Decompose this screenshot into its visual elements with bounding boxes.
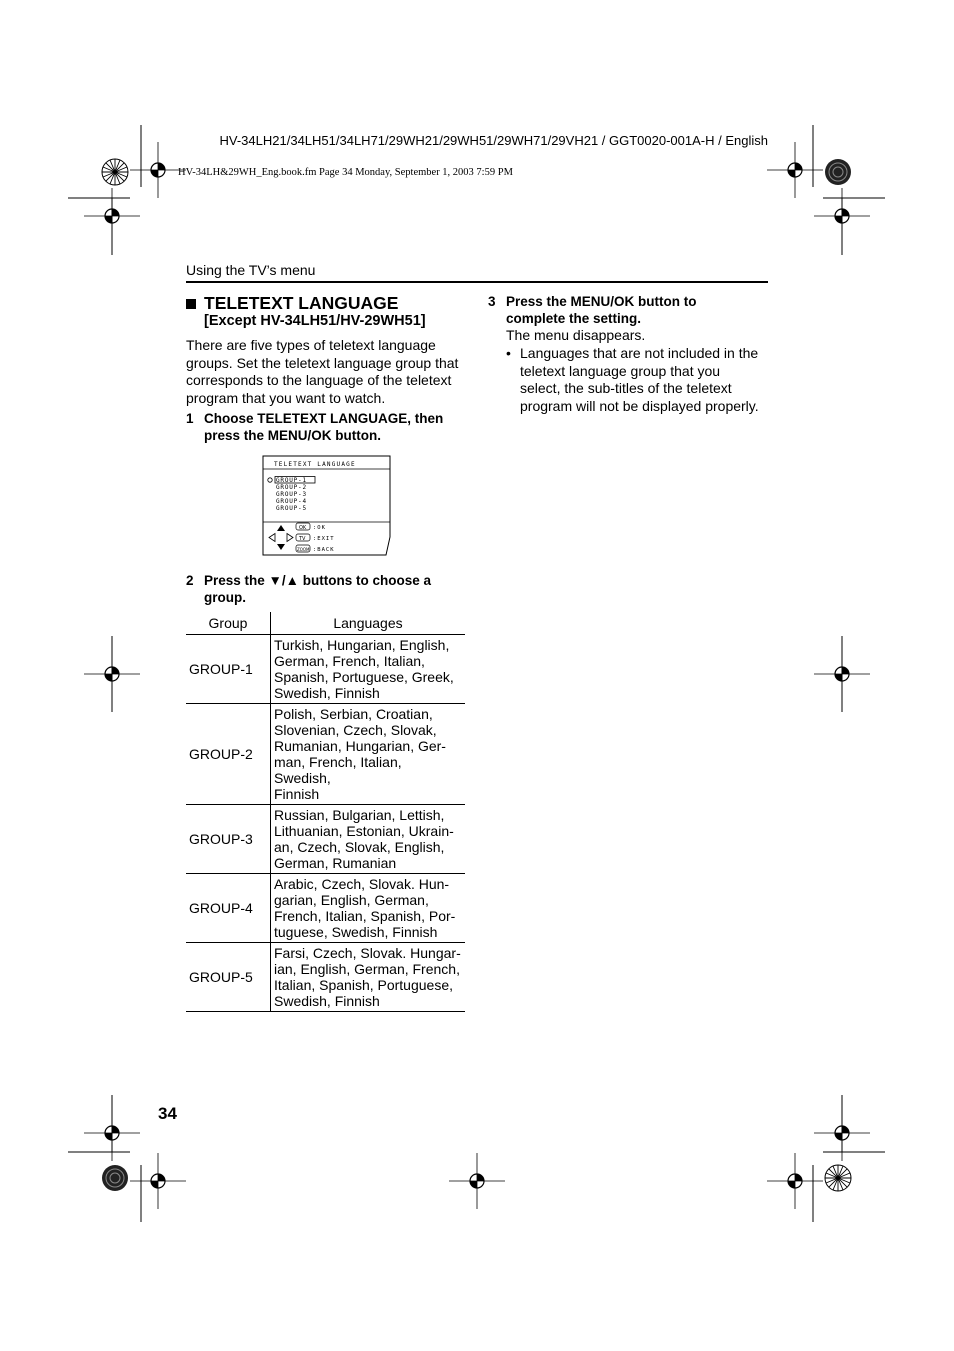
group-cell: GROUP-3: [186, 805, 271, 874]
group-cell: GROUP-4: [186, 874, 271, 943]
key-label: :BACK: [313, 547, 335, 553]
menu-item: GROUP-4: [276, 498, 307, 505]
menu-item: GROUP-1: [276, 477, 307, 484]
languages-line: man, French, Italian, Swedish,: [274, 754, 402, 786]
key-zoom: ZOOM: [297, 547, 310, 552]
languages-line: Italian, Spanish, Portuguese,: [274, 977, 454, 993]
languages-cell: [271, 704, 466, 805]
languages-line: Spanish, Portuguese, Greek,: [274, 669, 454, 685]
languages-line: an, Czech, Slovak, English,: [274, 839, 445, 855]
step-text-line: press the MENU/OK button.: [204, 427, 382, 443]
step-3: [488, 294, 773, 330]
table-header-group: Group: [186, 612, 271, 635]
menu-item: GROUP-5: [276, 505, 307, 512]
step-text: [204, 573, 431, 606]
languages-line: German, Rumanian: [274, 855, 397, 871]
table-row: [186, 874, 465, 943]
step-2: [186, 573, 471, 609]
group-cell: GROUP-5: [186, 943, 271, 1012]
step-text: [506, 294, 697, 327]
languages-line: garian, English, German,: [274, 892, 429, 908]
menu-item: GROUP-3: [276, 491, 307, 498]
languages-line: Farsi, Czech, Slovak. Hungar-: [274, 945, 461, 961]
group-cell: GROUP-2: [186, 704, 271, 805]
step-text-line: complete the setting.: [506, 310, 642, 326]
step-text-line: Press the MENU/OK button to: [506, 294, 697, 309]
step-1: [186, 411, 471, 447]
section-subtitle: [Except HV-34LH51/HV-29WH51]: [204, 313, 426, 329]
step-text: [204, 411, 443, 444]
step-3-result: The menu disappears.: [506, 327, 646, 343]
menu-title: TELETEXT LANGUAGE: [274, 461, 356, 468]
table-row: [186, 805, 465, 874]
bullet-icon: •: [506, 345, 511, 361]
key-label: :EXIT: [313, 536, 335, 542]
step-text-line: Press the ▼/▲ buttons to choose a: [204, 573, 432, 588]
languages-line: Lithuanian, Estonian, Ukrain-: [274, 823, 454, 839]
languages-line: Swedish, Finnish: [274, 685, 380, 701]
languages-cell: [271, 635, 466, 704]
group-cell: GROUP-1: [186, 635, 271, 704]
book-file-line: HV-34LH&29WH_Eng.book.fm Page 34 Monday, September 1, 2003 7:59 PM: [178, 167, 513, 178]
intro-paragraph: There are five types of teletext language groups. Set the teletext language group that corresponds to the language of the teletext program that you want to watch.: [186, 337, 459, 406]
table-row: [186, 943, 465, 1012]
language-group-table: [186, 612, 465, 1012]
page-number: 34: [158, 1104, 177, 1123]
languages-cell: [271, 805, 466, 874]
languages-line: ian, English, German, French,: [274, 961, 460, 977]
languages-cell: [271, 943, 466, 1012]
step-text-line: Choose TELETEXT LANGUAGE, then: [204, 411, 444, 426]
menu-item: GROUP-2: [276, 484, 307, 491]
languages-line: Russian, Bulgarian, Lettish,: [274, 807, 445, 823]
languages-line: Finnish: [274, 786, 320, 802]
table-header-languages: Languages: [333, 615, 403, 631]
languages-line: tuguese, Swedish, Finnish: [274, 924, 438, 940]
note-text: [520, 345, 776, 415]
languages-line: Turkish, Hungarian, English,: [274, 637, 450, 653]
languages-cell: [271, 874, 466, 943]
key-ok: OK: [299, 525, 307, 531]
note-line: Languages that are not included in the: [520, 345, 759, 361]
languages-line: Polish, Serbian, Croatian,: [274, 706, 433, 722]
table-row: [186, 635, 465, 704]
section-title-text: TELETEXT LANGUAGE: [204, 293, 399, 313]
languages-line: Arabic, Czech, Slovak. Hun-: [274, 876, 450, 892]
step-text-line: group.: [204, 589, 246, 605]
square-bullet-icon: [186, 299, 196, 309]
languages-line: Rumanian, Hungarian, Ger-: [274, 738, 446, 754]
model-number-line: HV-34LH21/34LH51/34LH71/29WH21/29WH51/29WH71/29VH21 / GGT0020-001A-H / English: [219, 133, 768, 148]
note-line: select, the sub-titles of the teletext: [520, 380, 732, 397]
teletext-menu-illustration: [262, 455, 392, 556]
table-row: [186, 704, 465, 805]
languages-line: French, Italian, Spanish, Por-: [274, 908, 456, 924]
languages-line: German, French, Italian,: [274, 653, 425, 669]
section-title: [186, 293, 398, 314]
header-rule: [186, 281, 768, 283]
key-tv: TV: [299, 536, 306, 542]
languages-line: Slovenian, Czech, Slovak,: [274, 722, 437, 738]
step-number: 3: [488, 294, 496, 309]
section-header: Using the TV’s menu: [186, 262, 316, 278]
note-line: program will not be displayed properly.: [520, 397, 759, 414]
note-line: teletext language group that you: [520, 362, 721, 379]
languages-line: Swedish, Finnish: [274, 993, 380, 1009]
step-number: 2: [186, 573, 194, 588]
step-number: 1: [186, 411, 194, 426]
key-label: :OK: [313, 525, 326, 531]
